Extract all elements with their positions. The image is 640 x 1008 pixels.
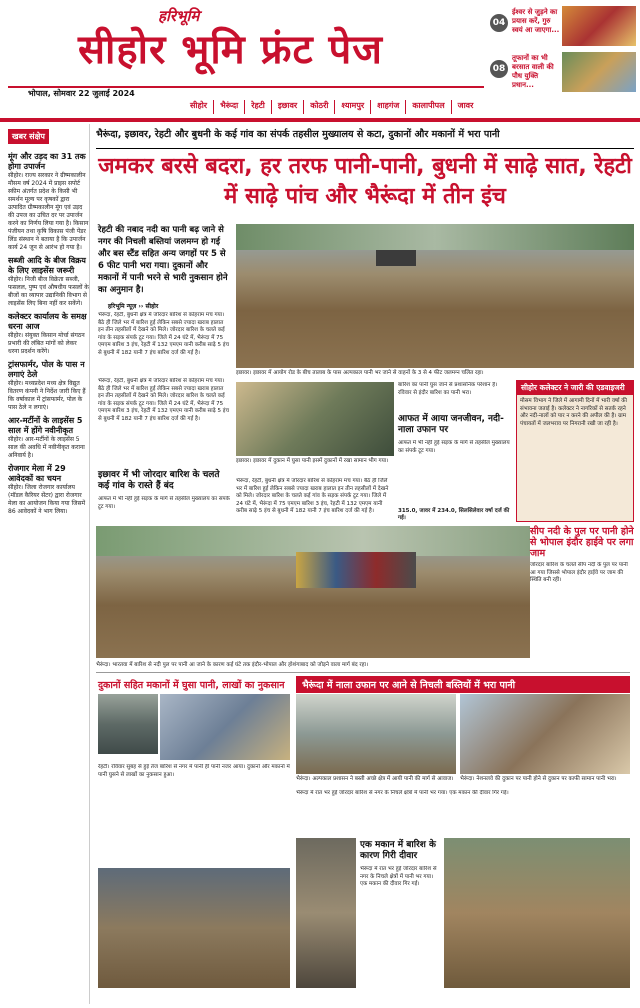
- advisory-body: मौसम विभाग ने जिले में आगामी दिनों में भारी वर्षा की संभावना जताई है। कलेक्टर ने नागरिकों से सतर्क रहने और नदी-नालों को पार न करने की अपील की है। ग्राम पंचायतों में जलभराव पर निगरानी रखी जा रही है।: [520, 398, 627, 427]
- side-story2-box: [530, 526, 634, 658]
- shop-flood-photo: [236, 382, 394, 456]
- photo2-caption: इछावर। इछावर में दुकान में घुसा पानी इसमें दुकानों में रखा सामान भीग गया।: [236, 458, 389, 464]
- photo-people: [98, 694, 158, 754]
- bottom-right-title: भैरूंदा में नाला उफान पर आने से निचली बस्तियों में भरा पानी: [296, 676, 630, 693]
- divider: [96, 672, 630, 673]
- dateline: भोपाल, सोमवार 22 जुलाई 2024: [28, 89, 135, 98]
- brief-body: सीहोर। निजी बीज विक्रेता सब्जी, फसलल, पुष्प एवं औषधीय फसलों के बीजों का व्यापार उद्यानिकी विभाग से लाइसेंस लिए बिना नहीं कर सकेंगे।: [8, 276, 89, 307]
- section-nav: [190, 100, 630, 114]
- masthead: [8, 6, 484, 98]
- promo-item[interactable]: [490, 6, 636, 48]
- lead-body-cont: भैरूंदा, रेहटी, बुधनी क्षेत्र में जोरदार बारिश से कोहराम मच गया। बैठे ही जिले भर में बारिश हुई लेकिन सबसे ज्यादा खराब हालात इन तीन तहसीलों में देखने को मिले। जोरदार बारिश के चलते कई गांव के सड़क संपर्क टूट गया। जिले में 24 घंटे में, भैरूंदा में 75 एमएम बारिश 3 इंच, रेहटी में 132 एमएम यानी करीब साढ़े 5 इंच से बुधनी में 182 यानी 7 इंच बारिश दर्ज की गई है।: [98, 378, 229, 422]
- photo-street-flood: [444, 838, 630, 988]
- photo-wall-collapse: [296, 838, 356, 988]
- right-body-2: आफत में भी नहीं हुई सड़क के मार्ग से तहसील मुख्यालय का संपर्क टूट गया।: [398, 440, 510, 454]
- big-photo-caption: भैरूंदा। भारतवा में बारिश से नदी पुल पर पानी आ जाने के कारण कई घंटे तक इंदौर-भोपाल और होशंगाबाद को जोड़ने वाला मार्ग बंद रहा।: [96, 662, 369, 668]
- advisory-box: [516, 380, 634, 522]
- lead-summary: रेहटी की नबाद नदी का पानी बढ़ जाने से नगर की निचली बस्तियां जलमग्न हो गई और बस स्टैंड सहित अन्य जगहों पर 5 से 6 फीट पानी भरा गया। दुकानों और मकानों में पानी भरने से भारी नुकसान होने का अनुमान है।: [98, 225, 228, 295]
- brief-item: [8, 152, 89, 252]
- photo-villagers: [460, 694, 630, 774]
- brief-title: मूंग और उड़द का 31 तक होगा उपार्जन: [8, 152, 86, 171]
- side-story2-body: जोरदार बारिश के चलते सीप नदी के पुल पर पानी आ गया जिससे भोपाल इंदौर हाईवे पर जाम की स्थिति बनी रही।: [530, 562, 628, 583]
- bottom-right-caption2: भैरूंदा। नेशनलवे की दुकान पर पानी होने से दुकान पर काफी सामान पानी भरा।: [460, 776, 617, 782]
- photo-shop: [160, 694, 290, 760]
- promo-page-number: 04: [490, 14, 508, 32]
- sub-body: आफत में भी नहीं हुई सड़क के मार्ग से तहसील मुख्यालय का संपर्क टूट गया।: [98, 496, 230, 510]
- bottom-left-title: दुकानों सहित मकानों में घुसा पानी, लाखों का नुकसान: [98, 680, 285, 691]
- nav-item[interactable]: कालापीपल: [412, 100, 451, 114]
- brand-logo-text: हरिभूमि: [158, 7, 200, 25]
- promo-item[interactable]: [490, 52, 636, 94]
- sidebar-header: खबर संक्षेप: [8, 129, 49, 144]
- brief-title: आर-मर्टीनों के लाइसेंस 5 साल में होंगे नवीनीकृत: [8, 416, 83, 435]
- lead-headline: जमकर बरसे बदरा, हर तरफ पानी-पानी, बुधनी में साढ़े सात, रेहटी में साढ़े पांच और भैरूंदा में तीन इंच: [98, 154, 632, 209]
- brief-body: सीहोर। आर-मर्टीनों के लाइसेंस 5 साल की अवधि में नवीनीकृत कराना अनिवार्य है।: [8, 436, 85, 459]
- photo-drain: [296, 694, 456, 774]
- brief-item: [8, 464, 89, 516]
- bottom-right-body: भैरूंदा में रात भर हुई जोरदार बारिश से नगर के निचले क्षेत्रों में पानी भर गया। एक मकान की दीवार गिर गई।: [296, 790, 509, 796]
- nav-item[interactable]: कोठरी: [310, 100, 335, 114]
- bottom-left-caption: रेहटी। रविवार सुबह से हुई तेज बारिश से नगर में पानी ही पानी नजर आया। दुकानों और मकानों में पानी घुसने से लाखों का नुकसान हुआ।: [98, 764, 290, 778]
- photo-flooded-store: [98, 868, 290, 988]
- nav-item[interactable]: जावर: [457, 101, 474, 110]
- nav-item[interactable]: श्यामपुर: [341, 100, 371, 114]
- nav-item[interactable]: इछावर: [278, 100, 304, 114]
- brief-body: सीहोर। जिला रोजगार कार्यालय (मॉडल कैरियर सेंटर) द्वारा रोजगार मेला का आयोजन किया गया जिसमें 86 आवेदकों ने भाग लिया।: [8, 484, 86, 515]
- promo-photo: [562, 52, 636, 92]
- lead-kicker: भैरूंदा, इछावर, रेहटी और बुधनी के कई गांव का संपर्क तहसील मुख्यालय से कटा, दुकानों और मकानों में भरा पानी: [96, 129, 500, 140]
- photo1-caption: इछावर। इछावर में आयोग रोड के बीच तालाब के पास अल्पकाल पानी भर जाने से वाहनों के 3 से 4 फीट जलमग्न चलित रहा।: [236, 370, 484, 376]
- brief-body: सीहोर। राज्य सरकार ने ग्रीष्मकालीन मौसम वर्ष 2024 में प्राइस सपोर्ट स्कीम अंतर्गत प्रदेश के किसी भी समर्थन मूल्य पर कृषकों द्वारा उत्पादित ग्रीष्मकालीन मूंग एवं उड़द की उपज का उचित दर पर उपार्जन करने का निर्णय लिया गया है। किसान पंजीयन तथा कृषि विकास पंजी पेंडर लिंड संस्थान ने बताया है कि उपार्जन कार्य 24 जून से आरंभ हो गया है।: [8, 172, 89, 251]
- truck-shape: [376, 250, 416, 266]
- nav-item[interactable]: शाहगंज: [377, 100, 406, 114]
- side-story2-title: सीप नदी के पुल पर पानी होने से भोपाल इंदौर हाईवे पर लगा जाम: [530, 526, 634, 559]
- nav-item[interactable]: भैरूंदा: [220, 100, 245, 114]
- brief-item: [8, 416, 89, 460]
- sub-headline-2: आफत में आया जनजीवन, नदी-नाला उफान पर: [398, 414, 504, 435]
- promo-photo: [562, 6, 636, 46]
- wall-collapse-body: भैरूंदा में रात भर हुई जोरदार बारिश से नगर के निचले क्षेत्रों में पानी भर गया। एक मकान की दीवार गिर गई।: [360, 866, 437, 887]
- sub-headline: इछावर में भी जोरदार बारिश के चलते कई गांव के रास्ते हैं बंद: [98, 470, 220, 491]
- brief-item: [8, 312, 89, 356]
- brief-item: [8, 360, 89, 412]
- kicker-rule: [96, 148, 634, 149]
- nav-item[interactable]: सीहोर: [190, 100, 214, 114]
- promo-text: ईश्वर से जुड़ने का प्रयास करें, गुरु स्वयं आ जाएगा...: [512, 8, 560, 34]
- brief-item: [8, 256, 89, 308]
- lead-body: भैरूंदा, रेहटी, बुधनी क्षेत्र में जोरदार बारिश से कोहराम मच गया। बैठे ही जिले भर में बारिश हुई लेकिन सबसे ज्यादा खराब हालात इन तीन तहसीलों में देखने को मिले। जोरदार बारिश के चलते कई गांव के सड़क संपर्क टूट गया। जिले में 24 घंटे में, भैरूंदा में 75 एमएम बारिश 3 इंच, रेहटी में 132 एमएम यानी करीब साढ़े 5 इंच से बुधनी में 182 यानी 7 इंच बारिश दर्ज की गई है।: [98, 312, 229, 356]
- brief-title: कलेक्टर कार्यालय के समक्ष धरना आज: [8, 312, 87, 331]
- top-rule: [0, 118, 640, 122]
- brief-title: सब्जी आदि के बीज विक्रय के लिए लाइसेंस जरूरी: [8, 256, 86, 275]
- right-body: बारिश का पानी घुस जाने से प्रशासनिक परेशान है। रविवार से इंदौर बारिश का पानी भरा।: [398, 382, 498, 396]
- middle-body: भैरूंदा, रेहटी, बुधनी क्षेत्र में जोरदार बारिश से कोहराम मच गया। बैठे ही जिले भर में बारिश हुई लेकिन सबसे ज्यादा खराब हालात इन तीन तहसीलों में देखने को मिले। जोरदार बारिश के चलते कई गांव के सड़क संपर्क टूट गया। जिले में 24 घंटे में, भैरूंदा में 75 एमएम बारिश 3 इंच, रेहटी में 132 एमएम यानी करीब साढ़े 5 इंच से बुधनी में 182 यानी 7 इंच बारिश दर्ज की गई है।: [236, 478, 389, 514]
- advisory-title: सीहोर कलेक्टर ने जारी की एडवाइजरी: [517, 381, 633, 395]
- brief-title: ट्रांसफार्मर, पोल के पास न लगाएं ठेले: [8, 360, 85, 379]
- tree-line: [236, 224, 634, 250]
- news-brief-sidebar: [8, 124, 90, 1004]
- stranded-trucks: [296, 552, 416, 588]
- lead-byline: हरिभूमि न्यूज़ ›› सीहोर: [108, 303, 159, 310]
- wall-collapse-title: एक मकान में बारिश के कारण गिरी दीवार: [360, 840, 436, 861]
- brief-body: सीहोर। संयुक्त किसान मोर्चा संगठन प्रभारी की लंबित मांगों को लेकर धरना प्रदर्शन करेंगे।: [8, 332, 85, 355]
- nav-item[interactable]: रेहटी: [251, 100, 272, 114]
- flood-photo-main: [236, 224, 634, 368]
- page-title: सीहोर भूमि फ्रंट पेज: [78, 26, 383, 73]
- brief-title: रोजगार मेला में 29 आवेदकों का चयन: [8, 464, 66, 483]
- bottom-right-caption1: भैरूंदा। अल्पकाल प्रशासन ने बस्ती अच्छे क्षेत्र में आयी पानी की मार्ग से आवाज।: [296, 776, 454, 782]
- rain-stats: 315.0, जावर में 234.0, सिलसिलेवार वर्षा दर्ज की गई।: [398, 508, 510, 521]
- promo-text: तूफानों का भी बरसात वाली की पौध युक्ति प्रधान...: [512, 54, 554, 89]
- brief-body: सीहोर। मध्यप्रदेश मध्य क्षेत्र विद्युत वितरण कंपनी ने निर्देश जारी किए हैं कि वर्षाकाल में ट्रांसफार्मर, पोल के पास ठेले न लगाएं।: [8, 380, 86, 411]
- promo-page-number: 08: [490, 60, 508, 78]
- promo-box: [490, 6, 636, 96]
